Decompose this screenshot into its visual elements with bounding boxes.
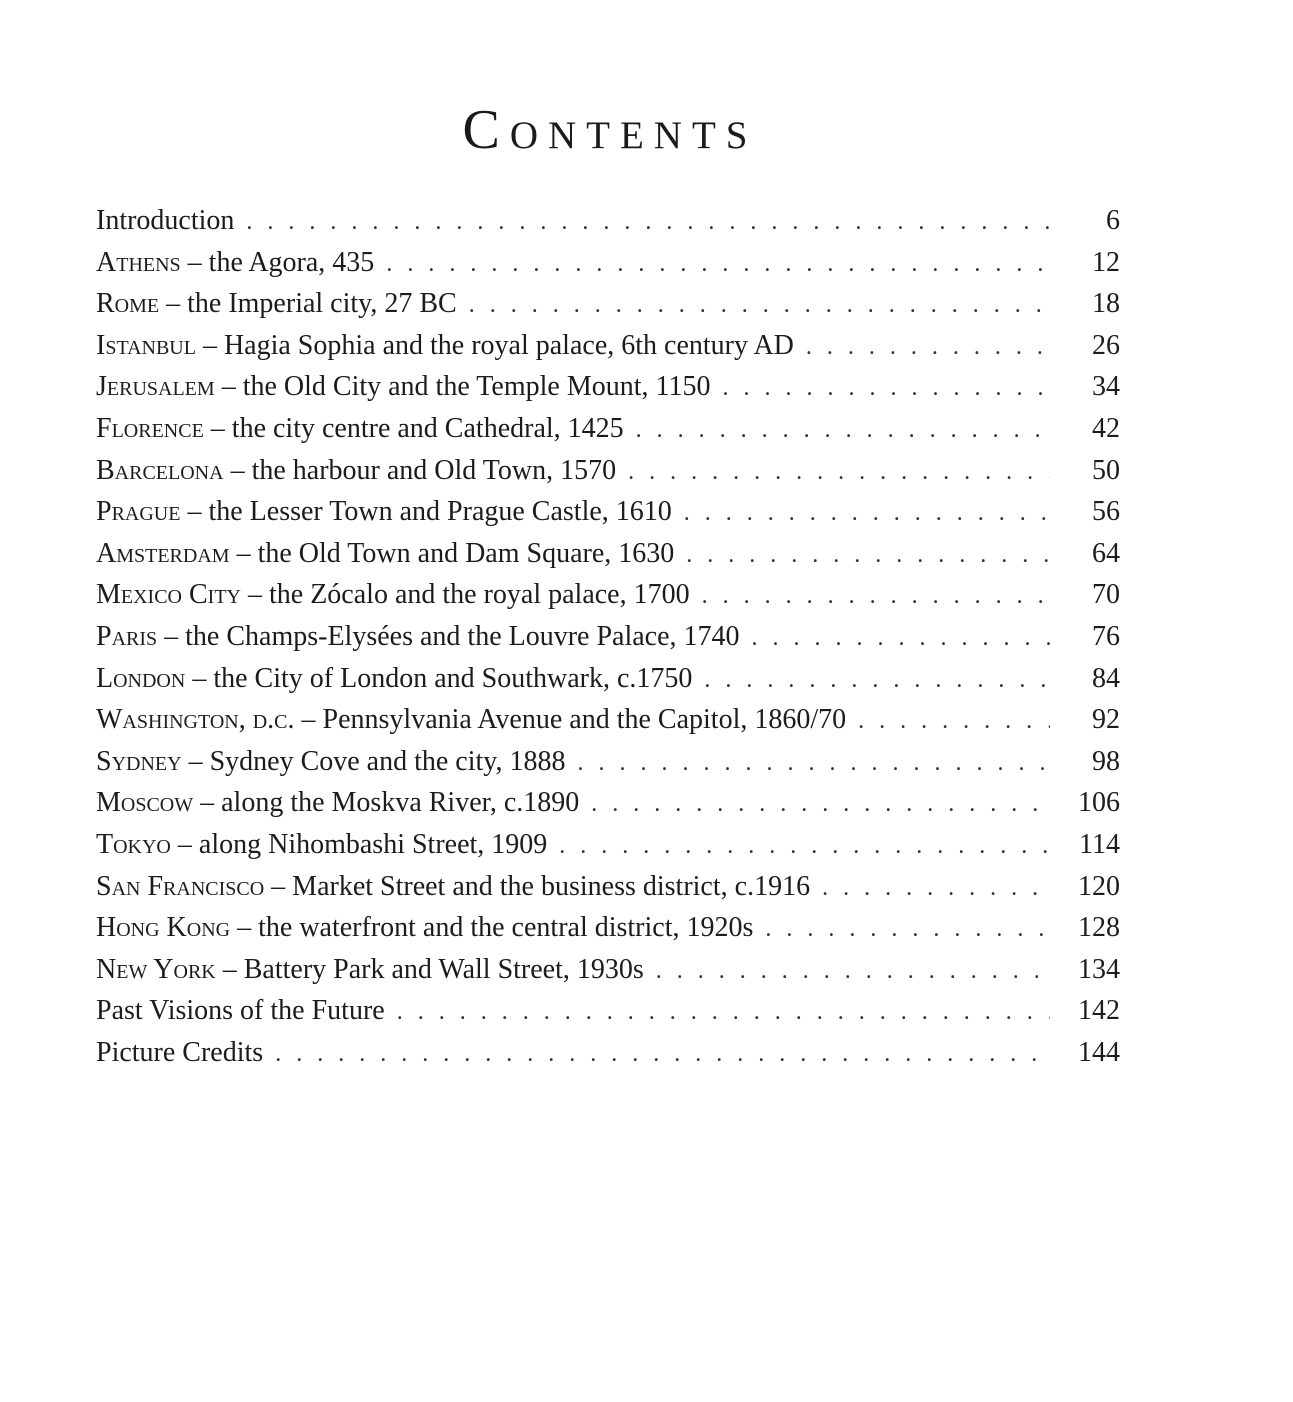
entry-separator: – bbox=[294, 704, 323, 736]
entry-description: the Imperial city, 27 BC bbox=[187, 288, 457, 320]
toc-entry-jerusalem[interactable] bbox=[96, 366, 1120, 408]
entry-page-number: 56 bbox=[1092, 496, 1120, 528]
dot-leader bbox=[858, 701, 1050, 743]
entry-title bbox=[96, 283, 457, 325]
toc-entry-london[interactable] bbox=[96, 658, 1120, 700]
dot-leader bbox=[386, 244, 1050, 286]
entry-page-number: 128 bbox=[1078, 912, 1120, 944]
toc-entry-past-visions[interactable] bbox=[96, 990, 1120, 1032]
entry-title bbox=[96, 782, 579, 824]
toc-entry-picture-credits[interactable] bbox=[96, 1032, 1120, 1074]
dot-leader bbox=[702, 576, 1050, 618]
entry-page-number: 70 bbox=[1092, 579, 1120, 611]
entry-city: Washington, d.c. bbox=[96, 704, 295, 736]
toc-entry-washington[interactable] bbox=[96, 699, 1120, 741]
entry-separator: – bbox=[180, 246, 209, 278]
entry-description: Sydney Cove and the city, 1888 bbox=[209, 745, 566, 777]
dot-leader bbox=[686, 535, 1050, 577]
entry-city: Florence bbox=[96, 412, 204, 444]
dot-leader bbox=[765, 909, 1050, 951]
entry-city: Jerusalem bbox=[96, 371, 215, 403]
entry-city: Barcelona bbox=[96, 454, 224, 486]
entry-separator: – bbox=[264, 870, 293, 902]
entry-description: Past Visions of the Future bbox=[96, 995, 385, 1027]
toc-entry-tokyo[interactable] bbox=[96, 824, 1120, 866]
entry-separator: – bbox=[185, 662, 214, 694]
entry-city: Sydney bbox=[96, 745, 182, 777]
entry-page-number: 6 bbox=[1106, 205, 1120, 236]
entry-separator: – bbox=[159, 288, 188, 320]
entry-title bbox=[96, 616, 740, 658]
entry-city: Paris bbox=[96, 620, 158, 652]
entry-title bbox=[96, 533, 674, 575]
entry-title bbox=[96, 990, 385, 1032]
entry-city: Moscow bbox=[96, 787, 194, 819]
toc-entry-sydney[interactable] bbox=[96, 741, 1120, 783]
entry-title bbox=[96, 824, 547, 866]
entry-separator: – bbox=[229, 537, 258, 569]
entry-title bbox=[96, 741, 565, 783]
toc-entry-istanbul[interactable] bbox=[96, 325, 1120, 367]
toc-entry-florence[interactable] bbox=[96, 408, 1120, 450]
entry-description: Market Street and the business district, c.1916 bbox=[292, 870, 811, 902]
toc-entry-barcelona[interactable] bbox=[96, 450, 1120, 492]
entry-separator: – bbox=[241, 579, 269, 611]
entry-description: the Champs-Elysées and the Louvre Palace, 1740 bbox=[185, 620, 740, 652]
entry-separator: – bbox=[223, 454, 252, 486]
entry-page-number: 106 bbox=[1078, 787, 1120, 819]
entry-description: Introduction bbox=[96, 205, 235, 236]
entry-separator: – bbox=[181, 745, 210, 777]
dot-leader bbox=[704, 660, 1050, 702]
dot-leader bbox=[628, 452, 1050, 494]
toc-entry-prague[interactable] bbox=[96, 491, 1120, 533]
toc-entry-new-york[interactable] bbox=[96, 949, 1120, 991]
entry-separator: – bbox=[180, 496, 209, 528]
entry-page-number: 42 bbox=[1092, 412, 1120, 444]
dot-leader bbox=[591, 784, 1050, 826]
toc-entry-amsterdam[interactable] bbox=[96, 533, 1120, 575]
dot-leader bbox=[656, 951, 1050, 993]
entry-page-number: 92 bbox=[1092, 704, 1120, 736]
entry-page-number: 84 bbox=[1092, 662, 1120, 694]
toc-entry-athens[interactable] bbox=[96, 242, 1120, 284]
dot-leader bbox=[469, 285, 1050, 327]
toc-entry-hong-kong[interactable] bbox=[96, 907, 1120, 949]
entry-description: the Old Town and Dam Square, 1630 bbox=[257, 537, 675, 569]
entry-city: Prague bbox=[96, 496, 181, 528]
entry-page-number: 114 bbox=[1079, 828, 1120, 860]
entry-title bbox=[96, 574, 690, 616]
entry-title bbox=[96, 491, 672, 533]
entry-page-number: 34 bbox=[1092, 371, 1120, 403]
entry-description: Battery Park and Wall Street, 1930s bbox=[243, 953, 644, 985]
toc-entry-moscow[interactable] bbox=[96, 782, 1120, 824]
entry-description: the City of London and Southwark, c.1750 bbox=[213, 662, 693, 694]
entry-city: Amsterdam bbox=[96, 537, 230, 569]
dot-leader bbox=[636, 410, 1050, 452]
entry-title bbox=[96, 200, 234, 242]
entry-page-number: 64 bbox=[1092, 537, 1120, 569]
entry-separator: – bbox=[203, 412, 232, 444]
entry-page-number: 134 bbox=[1078, 953, 1120, 985]
entry-title bbox=[96, 949, 644, 991]
entry-title bbox=[96, 907, 753, 949]
entry-separator: – bbox=[230, 912, 259, 944]
entry-page-number: 26 bbox=[1092, 329, 1120, 361]
entry-description: the harbour and Old Town, 1570 bbox=[251, 454, 617, 486]
entry-city: London bbox=[96, 662, 186, 694]
entry-title bbox=[96, 1032, 263, 1074]
toc-entry-rome[interactable] bbox=[96, 283, 1120, 325]
entry-page-number: 120 bbox=[1078, 870, 1120, 902]
entry-city: Hong Kong bbox=[96, 912, 231, 944]
entry-city: Athens bbox=[96, 246, 181, 278]
entry-description: Hagia Sophia and the royal palace, 6th century AD bbox=[223, 329, 794, 361]
dot-leader bbox=[684, 493, 1050, 535]
entry-city: San Francisco bbox=[96, 870, 265, 902]
entry-city: Tokyo bbox=[96, 828, 171, 860]
entry-description: the Old City and the Temple Mount, 1150 bbox=[242, 371, 711, 403]
entry-page-number: 50 bbox=[1092, 454, 1120, 486]
entry-title bbox=[96, 325, 794, 367]
entry-description: the Lesser Town and Prague Castle, 1610 bbox=[208, 496, 672, 528]
dot-leader bbox=[246, 202, 1050, 244]
entry-page-number: 76 bbox=[1092, 620, 1120, 652]
dot-leader bbox=[577, 743, 1050, 785]
dot-leader bbox=[806, 327, 1050, 369]
entry-city: New York bbox=[96, 953, 216, 985]
entry-description: along Nihombashi Street, 1909 bbox=[198, 828, 548, 860]
dot-leader bbox=[822, 868, 1050, 910]
entry-separator: – bbox=[193, 787, 222, 819]
entry-description: along the Moskva River, c.1890 bbox=[221, 787, 580, 819]
entry-city: Istanbul bbox=[96, 329, 196, 361]
entry-separator: – bbox=[157, 620, 186, 652]
entry-description: the Zócalo and the royal palace, 1700 bbox=[269, 579, 690, 611]
entry-title bbox=[96, 658, 692, 700]
dot-leader bbox=[397, 992, 1050, 1034]
dot-leader bbox=[275, 1034, 1050, 1076]
toc-entry-introduction[interactable] bbox=[96, 200, 1120, 242]
entry-description: the Agora, 435 bbox=[208, 246, 375, 278]
entry-description: Pennsylvania Avenue and the Capitol, 1860/70 bbox=[322, 704, 847, 736]
entry-title bbox=[96, 242, 374, 284]
entry-title bbox=[96, 866, 810, 908]
entry-city: Mexico City bbox=[96, 579, 241, 611]
dot-leader bbox=[559, 826, 1050, 868]
toc-entry-paris[interactable] bbox=[96, 616, 1120, 658]
entry-separator: – bbox=[215, 953, 244, 985]
entry-title bbox=[96, 366, 710, 408]
entry-separator: – bbox=[214, 371, 243, 403]
entry-separator: – bbox=[170, 828, 199, 860]
entry-page-number: 98 bbox=[1092, 745, 1120, 777]
entry-page-number: 12 bbox=[1092, 246, 1120, 278]
entry-description: the city centre and Cathedral, 1425 bbox=[231, 412, 624, 444]
entry-page-number: 144 bbox=[1078, 1036, 1120, 1068]
entry-title bbox=[96, 699, 846, 741]
toc-entry-san-francisco[interactable] bbox=[96, 866, 1120, 908]
entry-description: the waterfront and the central district, 1920s bbox=[258, 912, 754, 944]
page-title: Contents bbox=[462, 99, 758, 161]
entry-page-number: 142 bbox=[1078, 995, 1120, 1027]
entry-description: Picture Credits bbox=[96, 1036, 264, 1068]
entry-page-number: 18 bbox=[1092, 288, 1120, 320]
toc-entry-mexico-city[interactable] bbox=[96, 574, 1120, 616]
entry-separator: – bbox=[195, 329, 224, 361]
dot-leader bbox=[722, 368, 1050, 410]
entry-title bbox=[96, 408, 624, 450]
table-of-contents bbox=[96, 200, 1120, 1073]
dot-leader bbox=[752, 618, 1050, 660]
entry-city: Rome bbox=[96, 288, 160, 320]
entry-title bbox=[96, 450, 616, 492]
